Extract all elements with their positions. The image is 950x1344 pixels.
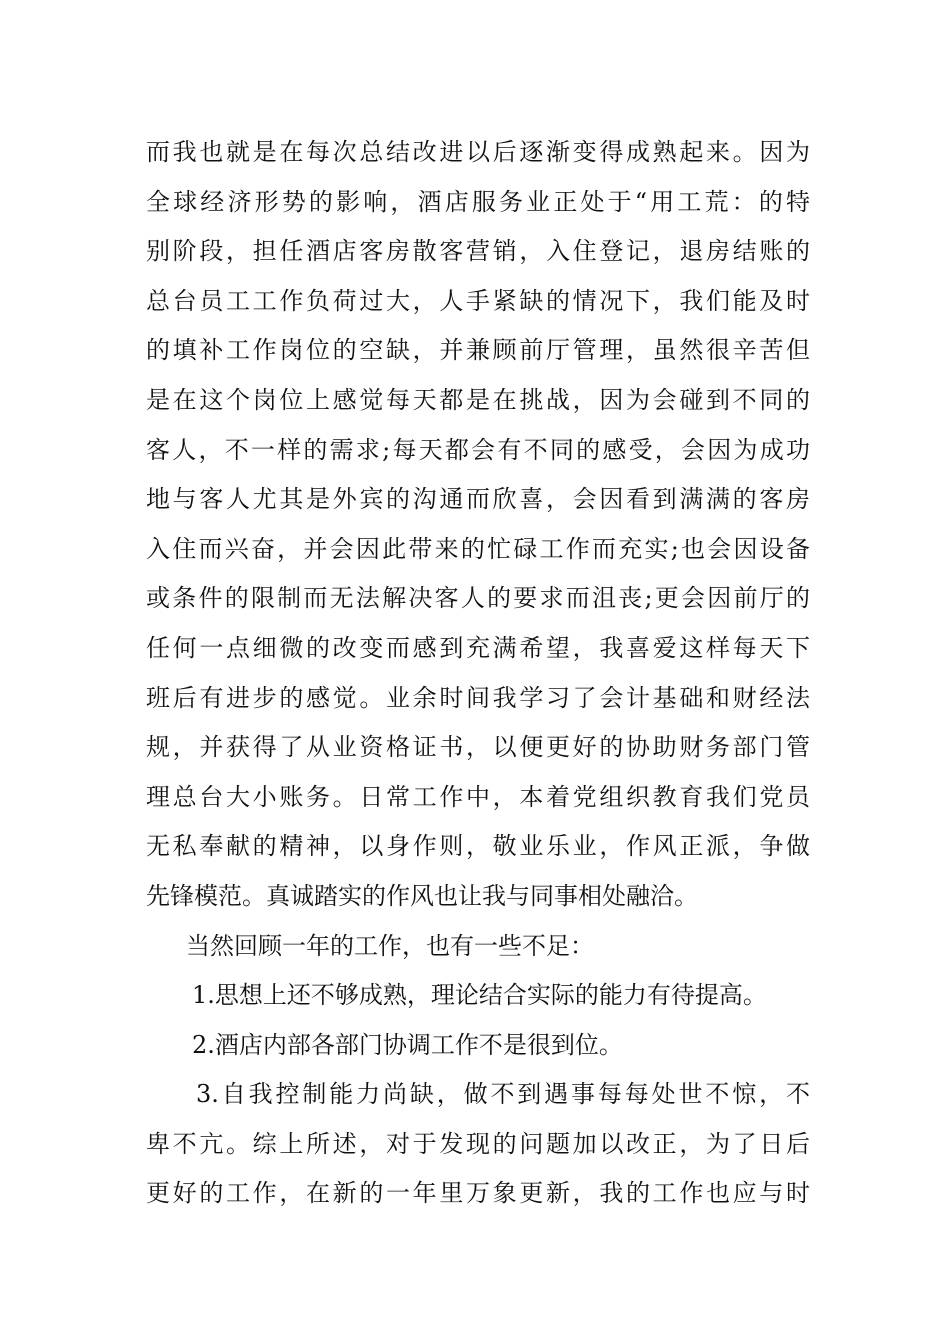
text-line: 或条件的限制而无法解决客人的要求而沮丧;更会因前厅的 [146, 584, 810, 613]
text-line: 更好的工作，在新的一年里万象更新，我的工作也应与时 [146, 1179, 810, 1208]
list-item: 1.思想上还不够成熟，理论结合实际的能力有待提高。 [192, 981, 767, 1010]
text-line: 无私奉献的精神，以身作则，敬业乐业，作风正派，争做 [146, 832, 810, 861]
body-text [146, 128, 810, 1219]
text-line: 客人，不一样的需求;每天都会有不同的感受，会因为成功 [146, 435, 810, 464]
text-line: 总台员工工作负荷过大，人手紧缺的情况下，我们能及时 [146, 286, 810, 315]
text-line: 理总台大小账务。日常工作中，本着党组织教育我们党员 [146, 782, 810, 811]
text-line: 先锋模范。真诚踏实的作风也让我与同事相处融洽。 [146, 881, 698, 910]
list-item: 2.酒店内部各部门协调工作不是很到位。 [192, 1030, 623, 1059]
text-line: 任何一点细微的改变而感到充满希望，我喜爱这样每天下 [146, 633, 810, 662]
text-line: 班后有进步的感觉。业余时间我学习了会计基础和财经法 [146, 683, 810, 712]
text-line: 当然回顾一年的工作，也有一些不足： [186, 931, 594, 960]
text-line: 的填补工作岗位的空缺，并兼顾前厅管理，虽然很辛苦但 [146, 336, 810, 365]
list-item: 3.自我控制能力尚缺，做不到遇事每每处世不惊，不 [196, 1080, 810, 1109]
text-line: 入住而兴奋，并会因此带来的忙碌工作而充实;也会因设备 [146, 534, 810, 563]
text-line: 别阶段，担任酒店客房散客营销，入住登记，退房结账的 [146, 237, 810, 266]
text-line: 卑不亢。综上所述，对于发现的问题加以改正，为了日后 [146, 1129, 810, 1158]
text-line: 全球经济形势的影响，酒店服务业正处于“用工荒：的特 [146, 187, 810, 216]
text-line: 地与客人尤其是外宾的沟通而欣喜，会因看到满满的客房 [146, 485, 810, 514]
text-line: 而我也就是在每次总结改进以后逐渐变得成熟起来。因为 [146, 138, 810, 166]
text-line: 是在这个岗位上感觉每天都是在挑战，因为会碰到不同的 [146, 385, 810, 414]
text-line: 规，并获得了从业资格证书，以便更好的协助财务部门管 [146, 733, 810, 762]
